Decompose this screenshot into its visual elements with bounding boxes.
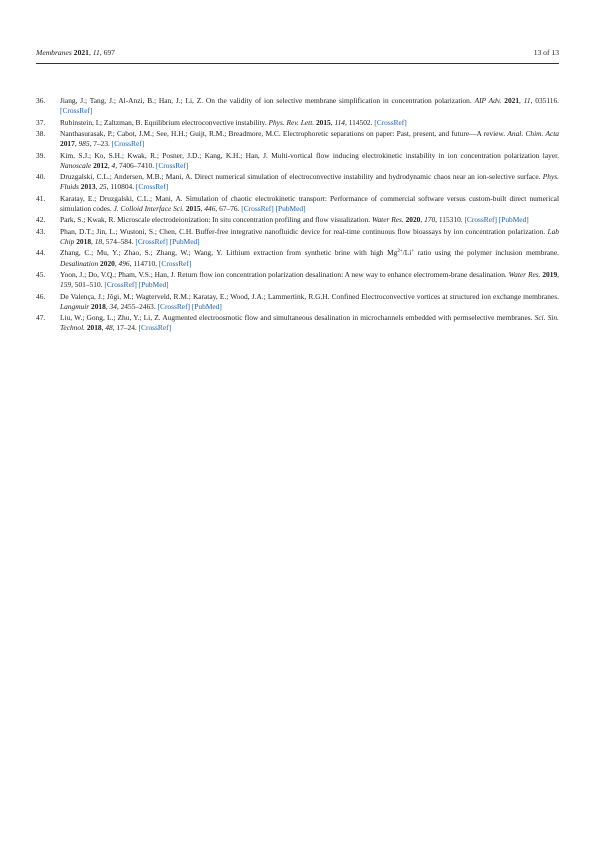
article-number: 697 xyxy=(103,48,115,57)
reference-text-segment: /Li xyxy=(402,248,412,258)
reference-text-segment: , 114502. xyxy=(345,117,375,127)
reference-text-segment: , xyxy=(114,258,119,268)
italic-text: 4 xyxy=(111,160,116,170)
journal-citation: Membranes 2021, 11, 697 xyxy=(36,48,115,57)
reference-text xyxy=(60,118,559,128)
reference-text-segment: Liu, W.; Gong, L.; Zhu, Y.; Li, Z. Augmented electroosmotic flow and simultaneous desalination in microchannels embedded with permselective membranes. xyxy=(60,313,535,323)
reference-year: 2019 xyxy=(542,270,558,280)
reference-text xyxy=(60,194,559,214)
reference-text-segment: Rubinstein, I.; Zaltzman, B. Equilibrium electroconvective instability. xyxy=(60,117,269,127)
reference-text-segment: , xyxy=(74,139,79,149)
italic-text: 48 xyxy=(105,323,113,333)
reference-text-segment: , 2455–2463. xyxy=(116,301,158,311)
pubmed-link[interactable]: [PubMed] xyxy=(169,236,200,246)
reference-text-segment: , xyxy=(105,301,110,311)
reference-text-segment: Nanthasurasak, P.; Cabot, J.M.; See, H.H.; Guijt, R.M.; Breadmore, M.C. Electrophoretic separations on paper: Past, present, and future—A review. xyxy=(60,129,508,139)
reference-text-segment: Park, S.; Kwak, R. Microscale electrodeionization: In situ concentration profiling and flow visualization. xyxy=(60,215,372,225)
reference-number: 46. xyxy=(36,291,46,301)
reference-text-segment: , 501–510. xyxy=(71,280,105,290)
reference-text-segment: , xyxy=(95,182,100,192)
running-header xyxy=(36,48,559,58)
reference-year: 2012 xyxy=(93,160,108,170)
reference-text-segment: , 17–24. xyxy=(112,323,139,333)
reference-text xyxy=(60,270,559,290)
italic-text: Sci. Sin. Technol. xyxy=(60,313,559,333)
journal-name: Membranes xyxy=(36,48,72,57)
reference-number: 47. xyxy=(36,313,46,323)
reference-text-segment: , xyxy=(420,215,425,225)
reference-text-segment: , xyxy=(519,96,524,105)
crossref-link[interactable]: [CrossRef] xyxy=(157,301,190,311)
reference-item xyxy=(36,151,559,171)
journal-year: 2021 xyxy=(73,48,89,57)
reference-text-segment: , 115310. xyxy=(435,215,465,225)
italic-text: 11 xyxy=(523,96,531,105)
crossref-link[interactable]: [CrossRef] xyxy=(155,160,189,170)
reference-item xyxy=(36,172,559,192)
reference-text-segment: , 574–584. xyxy=(102,236,136,246)
italic-text: 170 xyxy=(424,215,436,225)
page-number: 13 of 13 xyxy=(533,48,559,57)
reference-year: 2015 xyxy=(185,203,201,213)
reference-text-segment: , xyxy=(557,270,559,280)
reference-year: 2017 xyxy=(60,139,75,149)
reference-item xyxy=(36,292,559,312)
italic-text: 18 xyxy=(94,236,103,246)
journal-volume: 11 xyxy=(92,48,100,57)
reference-text-segment: , 114710. xyxy=(129,258,159,268)
reference-number: 36. xyxy=(36,96,46,105)
reference-number: 44. xyxy=(36,248,46,258)
reference-text-segment: De Valença, J.; Jõgi, M.; Wagterveld, R.M.; Karatay, E.; Wood, J.A.; Lammertink, R.G.H. Confined Electroconvective vortices at structured ion exchange membranes. xyxy=(60,291,559,301)
reference-number: 42. xyxy=(36,215,46,225)
reference-text xyxy=(60,215,559,225)
crossref-link[interactable]: [CrossRef] xyxy=(158,258,192,268)
reference-number: 40. xyxy=(36,172,46,182)
reference-text-segment: , 110804. xyxy=(106,182,136,192)
italic-text: Desalination xyxy=(60,258,99,268)
reference-text xyxy=(60,172,559,192)
italic-text: Lab Chip xyxy=(60,226,559,246)
reference-item xyxy=(36,313,559,333)
italic-text: Nanoscale xyxy=(60,160,92,170)
reference-number: 38. xyxy=(36,129,46,139)
reference-text xyxy=(60,151,559,171)
superscript-charge: + xyxy=(411,249,415,255)
reference-text-segment: Phan, D.T.; Jin, L.; Wustoni, S.; Chen, C.H. Buffer-free integrative nanofluidic device for real-time continuous flow bioassays by ion concentration polarization. xyxy=(60,226,548,236)
reference-number: 45. xyxy=(36,270,46,280)
reference-number: 41. xyxy=(36,193,46,203)
crossref-link[interactable]: [CrossRef] xyxy=(374,117,407,127)
crossref-link[interactable]: [CrossRef] xyxy=(135,236,168,246)
reference-year: 2021 xyxy=(504,96,520,105)
reference-item xyxy=(36,96,559,116)
reference-item xyxy=(36,270,559,290)
pubmed-link[interactable]: [PubMed] xyxy=(498,215,529,225)
reference-text-segment: , xyxy=(91,236,95,246)
header-divider xyxy=(36,63,559,64)
pubmed-link[interactable]: [PubMed] xyxy=(275,203,306,213)
italic-text: Phys. Rev. Lett. xyxy=(268,117,315,127)
italic-text: 34 xyxy=(109,301,117,311)
reference-item xyxy=(36,118,559,128)
crossref-link[interactable]: [CrossRef] xyxy=(138,323,172,333)
reference-text-segment: , xyxy=(107,160,112,170)
reference-year: 2013 xyxy=(80,182,96,192)
italic-text: 114 xyxy=(334,117,345,127)
reference-text-segment: , xyxy=(200,203,205,213)
reference-item xyxy=(36,194,559,214)
reference-text-segment: , 67–76. xyxy=(215,203,242,213)
italic-text: J. Colloid Interface Sci. xyxy=(113,203,184,213)
italic-text: Water Res. xyxy=(371,215,404,225)
crossref-link[interactable]: [CrossRef] xyxy=(135,182,169,192)
pubmed-link[interactable]: [PubMed] xyxy=(138,280,169,290)
reference-year: 2018 xyxy=(91,301,106,311)
crossref-link[interactable]: [CrossRef] xyxy=(241,203,274,213)
italic-text: Water Res. xyxy=(508,270,541,280)
reference-text-segment: , 7406–7410. xyxy=(115,160,156,170)
italic-text: Anal. Chim. Acta xyxy=(507,129,559,139)
reference-item xyxy=(36,215,559,225)
reference-year: 2020 xyxy=(405,215,421,225)
reference-number: 43. xyxy=(36,226,46,236)
italic-text: AIP Adv. xyxy=(474,96,502,105)
reference-year: 2020 xyxy=(100,258,115,268)
reference-text xyxy=(60,227,559,247)
reference-text-segment: Zhang, C.; Mu, Y.; Zhao, S.; Zhang, W.; Wang, Y. Lithium extraction from synthetic brine with high Mg xyxy=(60,248,398,258)
italic-text: 446 xyxy=(204,203,216,213)
reference-year: 2018 xyxy=(86,323,102,333)
reference-text-segment: , 7–23. xyxy=(89,139,112,149)
crossref-link[interactable]: [CrossRef] xyxy=(111,139,145,149)
italic-text: 159 xyxy=(60,280,72,290)
reference-number: 37. xyxy=(36,117,46,127)
reference-number: 39. xyxy=(36,150,46,160)
reference-text-segment: , 035116. xyxy=(530,96,560,105)
reference-text-segment: , xyxy=(330,117,335,127)
reference-text xyxy=(60,292,559,312)
italic-text: 25 xyxy=(99,182,107,192)
reference-text-segment: Yoon, J.; Do, V.Q.; Pham, V.S.; Han, J. Return flow ion concentration polarization desalination: A new way to enhance electromem-brane desalination. xyxy=(60,270,509,280)
reference-text xyxy=(60,129,559,149)
crossref-link[interactable]: [CrossRef] xyxy=(464,215,497,225)
reference-text xyxy=(60,96,559,116)
reference-text-segment: , xyxy=(101,323,106,333)
reference-text-segment: Druzgalski, C.L.; Andersen, M.B.; Mani, A. Direct numerical simulation of electroconvective instability and hydrodynamic chaos near an ion-selective surface. xyxy=(60,172,543,182)
reference-item xyxy=(36,129,559,149)
reference-year: 2015 xyxy=(315,117,331,127)
reference-item xyxy=(36,227,559,247)
reference-text-segment: Karatay, E.; Druzgalski, C.L.; Mani, A. Simulation of chaotic electrokinetic transport: Performance of commercial software versus custom-built direct numerical simulation codes. xyxy=(60,193,559,213)
reference-text-segment: Jiang, J.; Tang, J.; Al-Anzi, B.; Han, J.; Li, Z. On the validity of ion selective membrane simplification in concentration polarization. xyxy=(60,96,475,105)
pubmed-link[interactable]: [PubMed] xyxy=(191,301,222,311)
reference-year: 2018 xyxy=(76,236,92,246)
crossref-link[interactable]: [CrossRef] xyxy=(60,106,93,116)
reference-text-segment: ratio using the polymer inclusion membrane. xyxy=(414,248,559,258)
crossref-link[interactable]: [CrossRef] xyxy=(104,280,137,290)
italic-text: 496 xyxy=(118,258,130,268)
italic-text: Phys. Fluids xyxy=(60,172,559,192)
italic-text: Langmuir xyxy=(60,301,90,311)
reference-item xyxy=(36,248,559,268)
superscript-charge: 2+ xyxy=(397,249,403,255)
reference-text-segment: Kim, S.J.; Ko, S.H.; Kwak, R.; Posner, J.D.; Kang, K.H.; Han, J. Multi-vortical flow inducing electrokinetic instability in ion concentration polarization layer. xyxy=(60,150,559,160)
reference-text xyxy=(60,313,559,333)
italic-text: 985 xyxy=(78,139,90,149)
reference-text xyxy=(60,248,559,268)
reference-list xyxy=(36,96,559,335)
